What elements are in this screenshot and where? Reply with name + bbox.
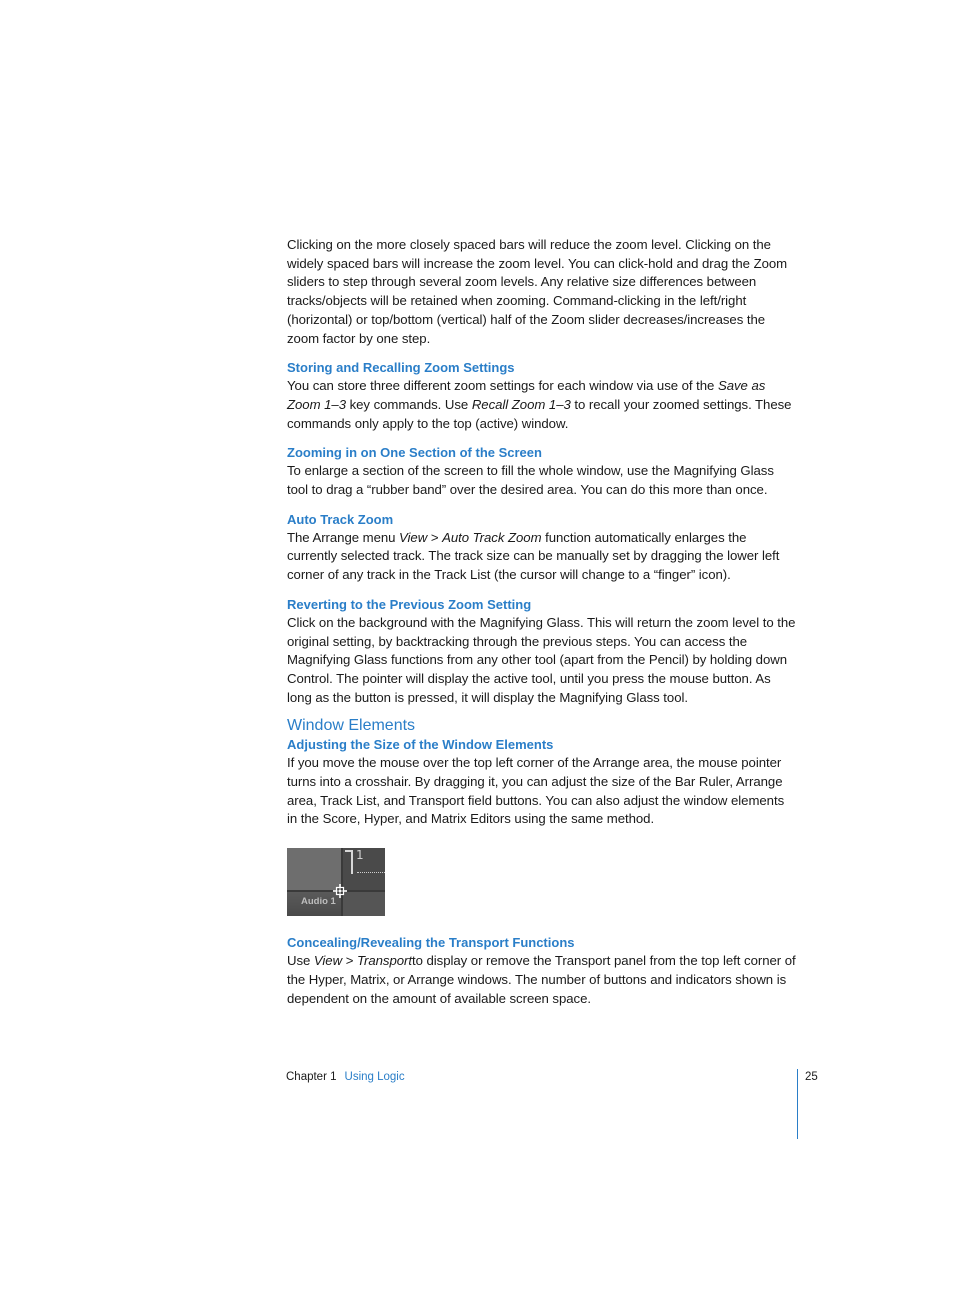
zooming-paragraph: To enlarge a section of the screen to fill the whole window, use the Magnifying Glass tool to drag a “rubber band” over the desired area. You can do this more than once. bbox=[287, 463, 774, 498]
italic-run: Save as Zoom 1–3 bbox=[287, 378, 766, 412]
ruler-number: 1 bbox=[356, 848, 364, 863]
text-run: Use bbox=[287, 953, 314, 969]
arrange-corner-screenshot bbox=[287, 848, 385, 916]
italic-run: Transport bbox=[356, 953, 412, 969]
section-storing bbox=[287, 359, 797, 433]
text-run: to recall your zoomed settings. These commands only apply to the top (active) window. bbox=[287, 396, 792, 431]
ruler-dotted-line bbox=[357, 872, 385, 873]
arrange-grid bbox=[343, 892, 385, 916]
crosshair-move-icon bbox=[333, 884, 347, 898]
autotrack-paragraph bbox=[287, 529, 797, 585]
intro-paragraph: Clicking on the more closely spaced bars will reduce the zoom level. Clicking on the widely spaced bars will increase the zoom level. You can click-hold and drag the Zoom sliders to step through several zoom levels. Any relative size differences between tracks/objects will be retained when zooming. Command-clicking in the left/right (horizontal) or top/bottom (vertical) half of the Zoom slider decreases/increases the zoom factor by one step. bbox=[287, 237, 788, 346]
chapter-title: Using Logic bbox=[344, 1071, 405, 1083]
italic-run: View bbox=[399, 529, 428, 545]
section-transport bbox=[287, 934, 797, 1008]
text-run: > bbox=[427, 529, 443, 545]
section-reverting bbox=[287, 596, 797, 708]
page-content bbox=[287, 236, 797, 1008]
italic-run: Auto Track Zoom bbox=[442, 529, 542, 545]
track-label: Audio 1 bbox=[301, 896, 336, 908]
reverting-paragraph: Click on the background with the Magnifying Glass. This will return the zoom level to the original setting, by backtracking through the previous steps. You can access the Magnifying Glass functions from any other tool (apart from the Pencil) by holding down Control. The pointer will display the active tool, until you press the mouse button. As long as the button is pressed, it will display the Magnifying Glass tool. bbox=[287, 614, 796, 705]
heading-transport: Concealing/Revealing the Transport Functions bbox=[287, 935, 575, 951]
divider-vertical bbox=[341, 848, 343, 916]
heading-adjusting: Adjusting the Size of the Window Elements bbox=[287, 737, 554, 753]
footer-rule bbox=[797, 1069, 798, 1139]
heading-autotrack: Auto Track Zoom bbox=[287, 511, 394, 527]
section-window-elements bbox=[287, 716, 797, 829]
heading-window-elements: Window Elements bbox=[287, 717, 416, 735]
adjusting-paragraph: If you move the mouse over the top left corner of the Arrange area, the mouse pointer turns into a crosshair. By dragging it, you can adjust the size of the Bar Ruler, Arrange area, Track List, and Transport field buttons. You can also adjust the window elements in the Score, Hyper, and Matrix Editors using the same method. bbox=[287, 755, 785, 827]
page-footer bbox=[286, 1070, 405, 1084]
text-run: function automatically enlarges the currently selected track. The track size can be manually set by dragging the lower left corner of any track in the Track List (the cursor will change to a “finger” icon). bbox=[287, 529, 780, 583]
text-run: key commands. Use bbox=[345, 396, 472, 412]
text-run: The Arrange menu bbox=[287, 529, 400, 545]
storing-paragraph bbox=[287, 377, 797, 433]
ruler-bracket bbox=[345, 850, 353, 874]
heading-reverting: Reverting to the Previous Zoom Setting bbox=[287, 596, 532, 612]
section-autotrack bbox=[287, 511, 797, 585]
heading-storing: Storing and Recalling Zoom Settings bbox=[287, 360, 515, 376]
text-run: to display or remove the Transport panel from the top left corner of the Hyper, Matrix, or Arrange windows. The number of buttons and indicators shown is dependent on the amount of available screen space. bbox=[287, 953, 796, 1006]
text-run: You can store three different zoom settings for each window via use of the bbox=[287, 378, 718, 394]
section-zooming bbox=[287, 444, 797, 499]
italic-run: View bbox=[313, 953, 343, 969]
transport-paragraph bbox=[287, 952, 797, 1008]
chapter-number: Chapter 1 bbox=[286, 1071, 337, 1083]
italic-run: Recall Zoom 1–3 bbox=[471, 396, 571, 412]
page-number: 25 bbox=[805, 1071, 818, 1083]
text-run: > bbox=[342, 953, 357, 969]
heading-zooming: Zooming in on One Section of the Screen bbox=[287, 445, 542, 461]
